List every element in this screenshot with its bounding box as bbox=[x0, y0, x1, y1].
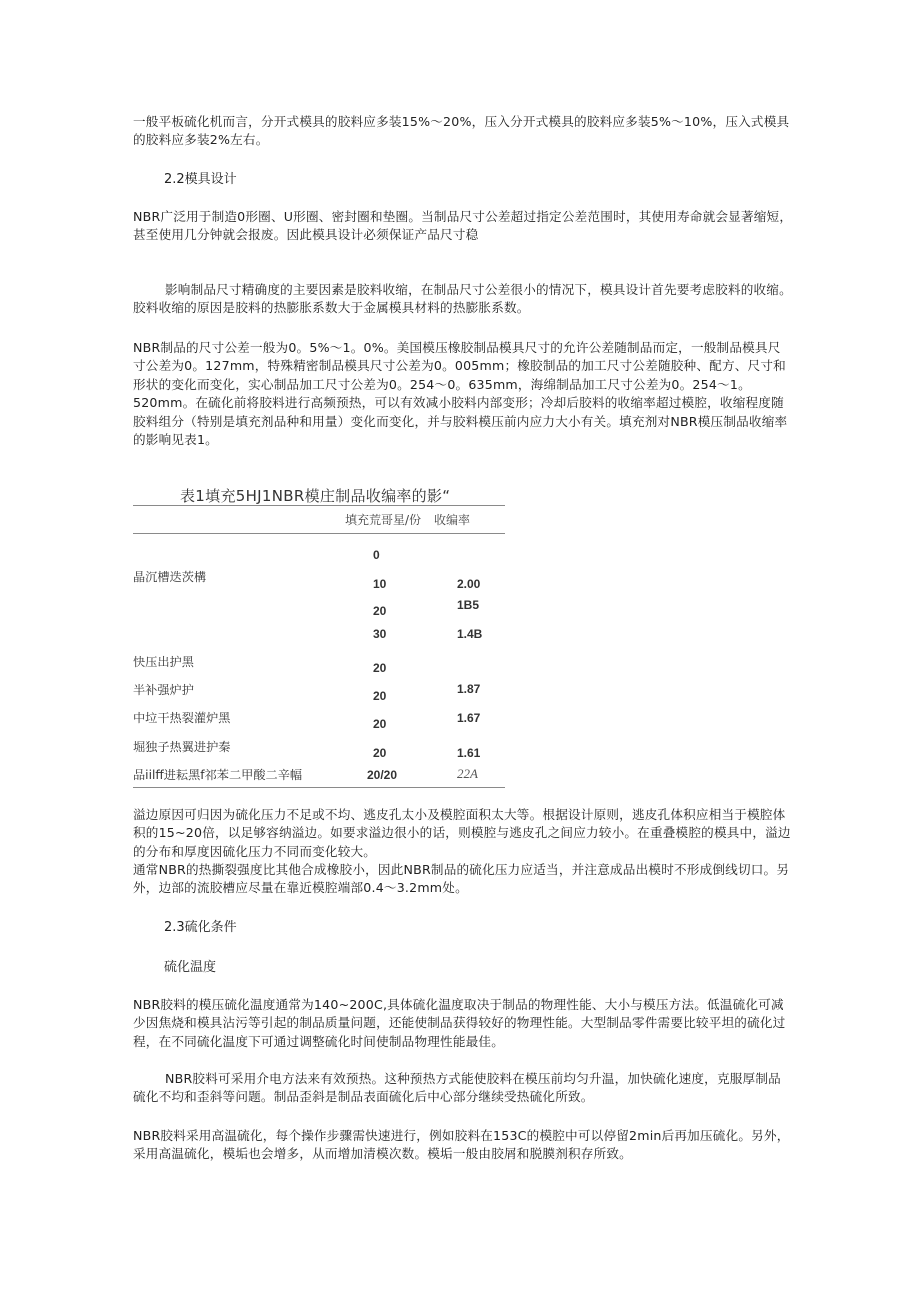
table-bottom-rule bbox=[133, 787, 505, 788]
table-header-rule bbox=[133, 533, 505, 534]
table-top-rule bbox=[133, 505, 505, 506]
table-cell-rate: 1.4B bbox=[457, 627, 483, 641]
table-cell-amount: 20 bbox=[373, 717, 387, 731]
table-cell-rate: 22A bbox=[457, 766, 478, 781]
table-row-label: 中垃干热裂灌炉黑 bbox=[133, 711, 231, 725]
table-cell-amount: 20 bbox=[373, 689, 387, 703]
paragraph-nbr-uses: NBR广泛用于制造0形圈、U形圈、密封圈和垫圈。当制品尺寸公差超过指定公差范围时，其使用寿命就会显著缩短，甚至使用几分钟就会报废。因此模具设计必须保证产品尺寸稳 bbox=[133, 209, 793, 243]
table-title: 表1填充5HJ1NBR模庄制品收编率的影“ bbox=[180, 487, 451, 505]
paragraph-dielectric-preheat: NBR胶料可采用介电方法来有效预热。这种预热方式能使胶料在模压前均匀升温，加快硫化速度，克服厚制品硫化不均和歪斜等问题。制品歪斜是制品表面硫化后中心部分继续受热硫化所致。 bbox=[133, 1071, 781, 1105]
table-cell-amount: 0 bbox=[373, 548, 380, 562]
paragraph-tolerance: NBR制品的尺寸公差一般为0。5%～1。0%。美国模压橡胶制品模具尺寸的允许公差随制品而定，一般制品模具尺寸公差为0。127mm，特殊精密制品模具尺寸公差为0。005mm；橡胶制品的加工尺寸公差随胶种、配方、尺寸和形状的变化而变化，实心制品加工尺寸公差为0。254～0。635mm，海绵制品加工尺寸公差为0。254～1。520mm。在硫化前将胶料进行高频预热，可以有效减小胶料内部变形；冷却后胶料的收缩率超过模腔，收缩程度随胶料组分（特别是填充剂品种和用量）变化而变化，并与胶料模压前内应力大小有关。填充剂对NBR模压制品收缩率的影响见表1。 bbox=[133, 340, 788, 448]
paragraph-mold-loading: 一般平板硫化机而言，分开式模具的胶料应多装15%～20%，压入分开式模具的胶料应多装5%～10%，压入式模具的胶料应多装2%左右。 bbox=[133, 114, 790, 148]
table-cell-rate: 2.00 bbox=[457, 577, 481, 591]
paragraph-cure-temperature: NBR胶料的模压硫化温度通常为140~200C,具体硫化温度取决于制品的物理性能、大小与模压方法。低温硫化可减少因焦烧和模具沾污等引起的制品质量问题，还能使制品获得较好的物理性能。大型制品零件需要比较平坦的硫化过程，在不同硫化温度下可通过调整硫化时间使制品物理性能最佳。 bbox=[133, 997, 786, 1049]
paragraph-shrinkage: 影响制品尺寸精确度的主要因素是胶料收缩，在制品尺寸公差很小的情况下，模具设计首先要考虑胶料的收缩。胶料收缩的原因是胶料的热膨胀系数大于金属模具材料的热膨胀系数。 bbox=[133, 282, 792, 316]
table-row-label: 堀独子热翼进护秦 bbox=[133, 740, 231, 754]
column-header-rate: 收编率 bbox=[434, 513, 471, 527]
table-cell-amount: 20 bbox=[373, 746, 387, 760]
table-row-label: 半补强炉护 bbox=[133, 683, 194, 697]
table-cell-amount: 20 bbox=[373, 604, 387, 618]
table-cell-amount: 20 bbox=[373, 661, 387, 675]
table-cell-rate: 1.87 bbox=[457, 682, 481, 696]
section-heading-cure-conditions: 2.3硫化条件 bbox=[164, 920, 237, 935]
section-heading-mold-design: 2.2模具设计 bbox=[164, 172, 237, 187]
subheading-cure-temperature: 硫化温度 bbox=[164, 960, 217, 975]
table-cell-rate: 1.61 bbox=[457, 746, 481, 760]
column-header-amount: 填充荒哥星/份 bbox=[345, 513, 422, 527]
table-cell-rate: 1.67 bbox=[457, 711, 481, 725]
table-row-label: 晶沉槽迭茨構 bbox=[133, 570, 207, 584]
paragraph-high-temp-cure: NBR胶料采用高温硫化，每个操作步骤需快速进行，例如胶料在153C的模腔中可以停留2min后再加压硫化。另外，采用高温硫化，模垢也会增多，从而增加清模次数。模垢一般由胶屑和脱膜剂积存所致。 bbox=[133, 1128, 790, 1162]
paragraph-tear-strength: 通常NBR的热撕裂强度比其他合成橡胶小，因此NBR制品的硫化压力应适当，并注意成品出模时不形成倒线切口。另外，边部的流胶槽应尽量在靠近模腔端部0.4～3.2mm处。 bbox=[133, 862, 790, 896]
table-row-label: 快压出护黑 bbox=[133, 655, 194, 669]
table-cell-amount: 10 bbox=[373, 577, 387, 591]
paragraph-flash-causes: 溢边原因可归因为硫化压力不足或不均、逃皮孔太小及模腔面积太大等。根据设计原则，逃皮孔体积应相当于模腔体积的15~20倍，以足够容纳溢边。如要求溢边很小的话，则模腔与逃皮孔之间应力较小。在重叠模腔的模具中，溢边的分布和厚度因硫化压力不同而变化较大。 bbox=[133, 807, 791, 859]
table-cell-amount: 20/20 bbox=[367, 768, 398, 782]
table-cell-rate: 1B5 bbox=[457, 598, 480, 612]
table-cell-amount: 30 bbox=[373, 627, 387, 641]
table-row-label: 品iilff进耘黑f祁苯二甲酸二辛幅 bbox=[133, 768, 303, 782]
